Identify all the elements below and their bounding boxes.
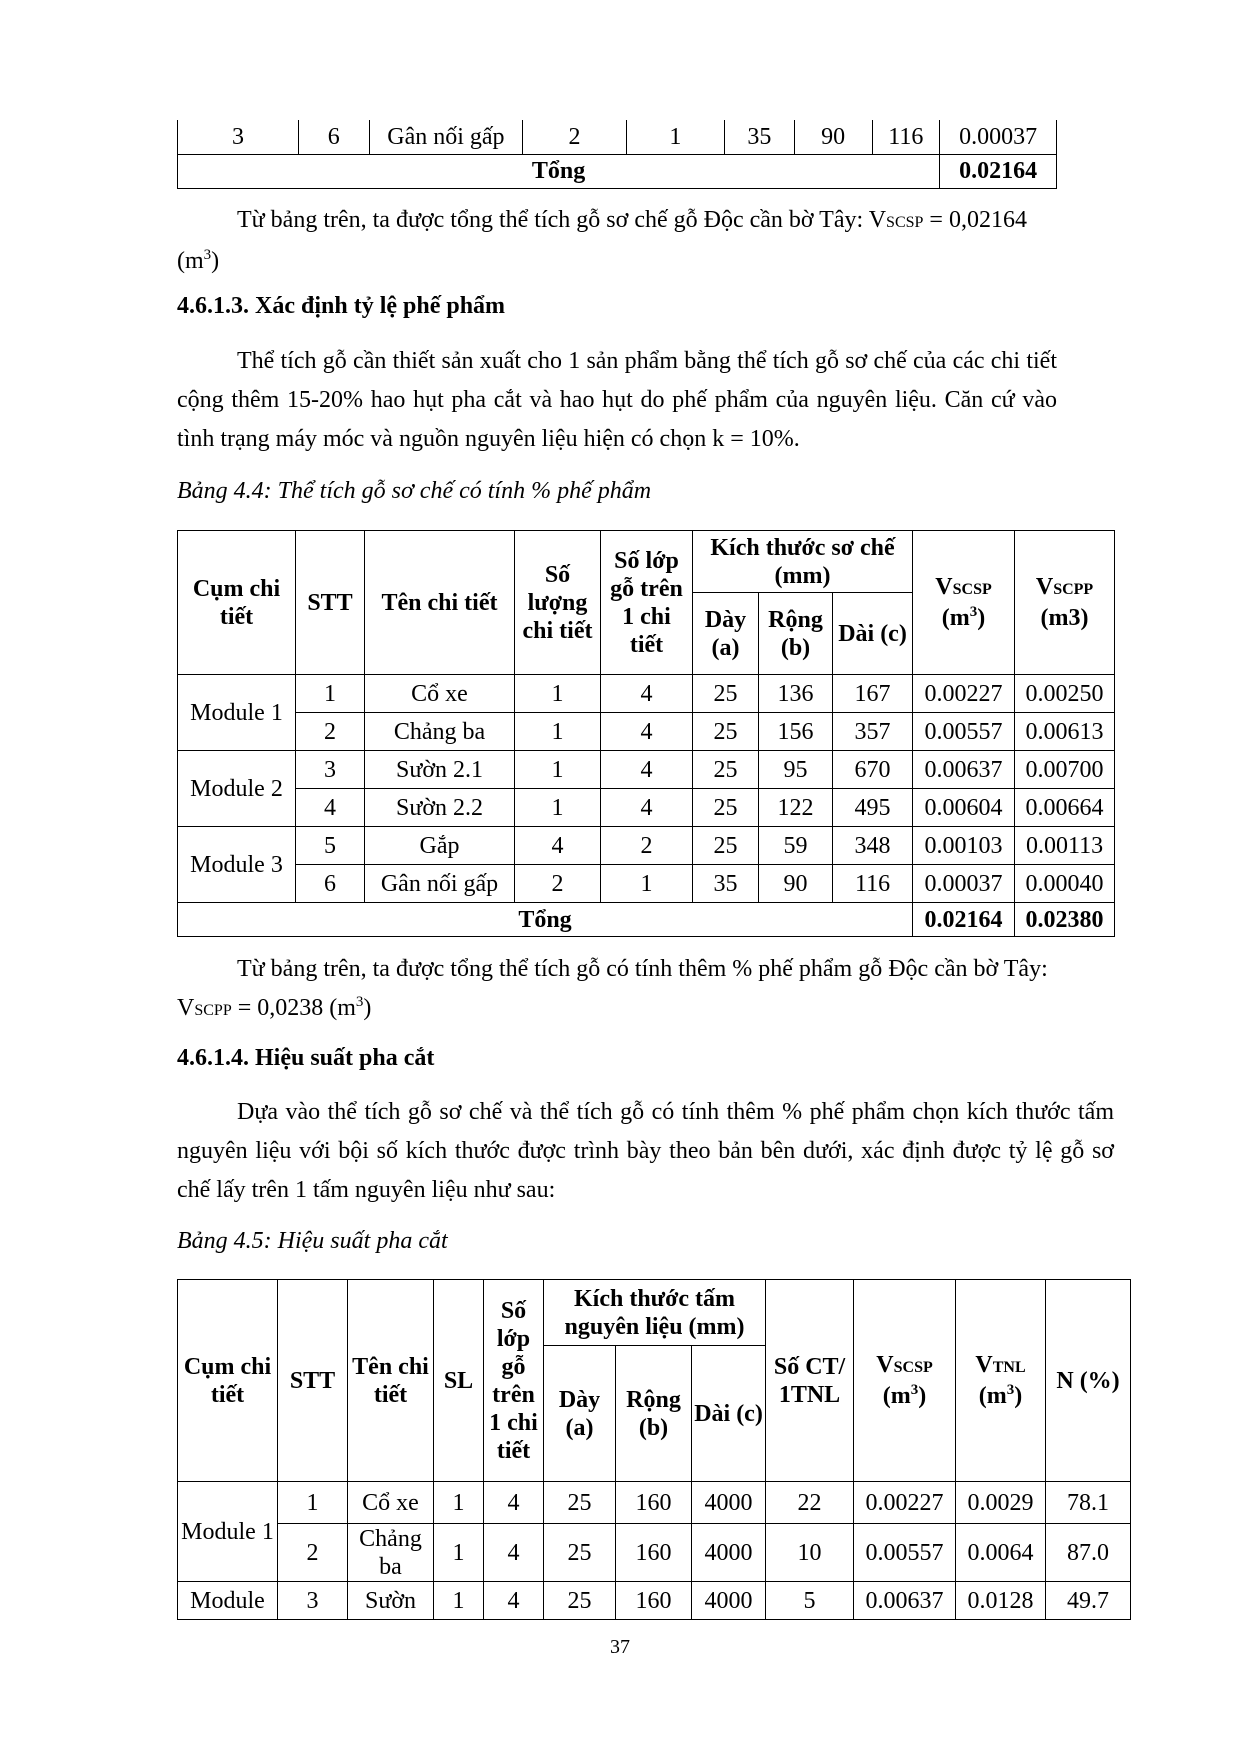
table-cell: 4 xyxy=(515,827,601,865)
total-vscsp: 0.02164 xyxy=(913,903,1015,937)
paragraph-text: = 0,0238 (m xyxy=(231,995,356,1021)
table-row xyxy=(178,675,1115,713)
table-cell: 348 xyxy=(833,827,913,865)
header-dai: Dài (c) xyxy=(833,593,913,675)
table-cell: 35 xyxy=(693,865,759,903)
header-stt: STT xyxy=(278,1280,348,1482)
table-cell: 4000 xyxy=(692,1482,766,1524)
table-cell: 1 xyxy=(601,865,693,903)
header-vscpp xyxy=(1015,531,1115,675)
header-v: V xyxy=(1035,574,1054,600)
header-solop: Số lớp gỗ trên 1 chi tiết xyxy=(601,531,693,675)
table-cell: 1 xyxy=(515,675,601,713)
header-kichthuoc: Kích thước tấm nguyên liệu (mm) xyxy=(544,1280,766,1346)
table-caption: Bảng 4.4: Thể tích gỗ sơ chế có tính % phế phẩm xyxy=(177,478,652,504)
superscript: 3 xyxy=(203,247,212,263)
table-cell: 160 xyxy=(616,1524,692,1582)
table-cell: 6 xyxy=(296,865,365,903)
table-cell: 0.00227 xyxy=(854,1482,956,1524)
table-cell: 0.00700 xyxy=(1015,751,1115,789)
total-vscpp: 0.02380 xyxy=(1015,903,1115,937)
header-rong: Rộng (b) xyxy=(759,593,833,675)
unit-text: (m3) xyxy=(1040,605,1089,631)
table-cell: 136 xyxy=(759,675,833,713)
subscript: SCPP xyxy=(194,1002,232,1019)
table-cell: Cổ xe xyxy=(365,675,515,713)
superscript: 3 xyxy=(969,604,978,620)
table-cell: 0.00227 xyxy=(913,675,1015,713)
paragraph-text: V xyxy=(177,995,195,1021)
table-caption: Bảng 4.5: Hiệu suất pha cắt xyxy=(177,1228,448,1254)
table-cell: 4 xyxy=(484,1482,544,1524)
table-cell: 0.00637 xyxy=(913,751,1015,789)
header-dai: Dài (c) xyxy=(692,1346,766,1482)
subscript: SCSP xyxy=(886,214,924,231)
table-cell: Cổ xe xyxy=(348,1482,434,1524)
table-cell: 1 xyxy=(515,789,601,827)
superscript: 3 xyxy=(910,1382,919,1398)
table-cell: 1 xyxy=(278,1482,348,1524)
table-cell: 6 xyxy=(298,120,369,154)
header-vscsp xyxy=(913,531,1015,675)
table-header-row xyxy=(178,1280,1131,1346)
table-cell: 1 xyxy=(434,1524,484,1582)
group-cell: Module 3 xyxy=(178,827,296,903)
group-cell: Module 1 xyxy=(178,675,296,751)
unit-text: (m xyxy=(978,1383,1007,1409)
total-label: Tổng xyxy=(178,903,913,937)
subscript: TNL xyxy=(992,1359,1026,1376)
table-cell: 4000 xyxy=(692,1582,766,1620)
table-cell: 4 xyxy=(296,789,365,827)
table-header-row xyxy=(178,531,1115,593)
header-soct: Số CT/ 1TNL xyxy=(766,1280,854,1482)
table-cell: 90 xyxy=(794,120,872,154)
subscript: SCSP xyxy=(893,1359,933,1376)
unit-text: (m xyxy=(882,1383,911,1409)
table-total-row xyxy=(178,154,1057,188)
table-cell: Gắp xyxy=(365,827,515,865)
paragraph-body: Thể tích gỗ cần thiết sản xuất cho 1 sản phẩm bằng thể tích gỗ sơ chế của các chi tiết cộng thêm 15-20% hao hụt pha cắt và hao hụt do phế phẩm của nguyên liệu. Căn cứ vào tình trạng máy móc và nguồn nguyên liệu hiện có chọn k = 10%. xyxy=(177,348,1057,452)
table-row xyxy=(178,1482,1131,1524)
table-cell: 1 xyxy=(434,1482,484,1524)
table-cell: 0.00037 xyxy=(913,865,1015,903)
table-cell: Chảng ba xyxy=(348,1524,434,1582)
header-v: V xyxy=(975,1352,993,1378)
table-cell: 35 xyxy=(725,120,795,154)
table-4-4 xyxy=(177,530,1115,937)
table-cell: 25 xyxy=(544,1524,616,1582)
table-cell: 0.0064 xyxy=(956,1524,1046,1582)
superscript: 3 xyxy=(355,994,364,1010)
table-cell: 90 xyxy=(759,865,833,903)
table-cell: Gân nối gấp xyxy=(365,865,515,903)
table-cell: 25 xyxy=(693,675,759,713)
header-day: Dày (a) xyxy=(544,1346,616,1482)
section-heading: 4.6.1.3. Xác định tỷ lệ phế phẩm xyxy=(177,293,506,319)
header-vscsp xyxy=(854,1280,956,1482)
table-cell: 0.00557 xyxy=(913,713,1015,751)
table-cell: 95 xyxy=(759,751,833,789)
header-ten: Tên chi tiết xyxy=(348,1280,434,1482)
table-cell: 1 xyxy=(515,713,601,751)
table-cell: 25 xyxy=(693,827,759,865)
table-cell: 4000 xyxy=(692,1524,766,1582)
table-cell: 0.00113 xyxy=(1015,827,1115,865)
header-v: V xyxy=(876,1352,894,1378)
header-soluong: Số lượng chi tiết xyxy=(515,531,601,675)
header-sl: SL xyxy=(434,1280,484,1482)
table-cell: 5 xyxy=(766,1582,854,1620)
header-kichthuoc: Kích thước sơ chế (mm) xyxy=(693,531,913,593)
table-cell: 116 xyxy=(833,865,913,903)
table-cell: 0.0029 xyxy=(956,1482,1046,1524)
table-cell: 0.00040 xyxy=(1015,865,1115,903)
table-cell: 357 xyxy=(833,713,913,751)
table-cell: 0.00664 xyxy=(1015,789,1115,827)
table-cell: Sườn xyxy=(348,1582,434,1620)
table-cell: 0.00637 xyxy=(854,1582,956,1620)
paragraph-text: = 0,02164 xyxy=(923,207,1027,233)
table-cell: 2 xyxy=(601,827,693,865)
paragraph-body: Dựa vào thể tích gỗ sơ chế và thể tích gỗ có tính thêm % phế phẩm chọn kích thước tấm nguyên liệu với bội số kích thước được trình bày theo bản bên dưới, xác định được tỷ lệ gỗ sơ chế lấy trên 1 tấm nguyên liệu như sau: xyxy=(177,1099,1114,1203)
header-solop: Số lớp gỗ trên 1 chi tiết xyxy=(484,1280,544,1482)
table-cell: 0.00613 xyxy=(1015,713,1115,751)
table-cell: 25 xyxy=(544,1582,616,1620)
table-cell: 1 xyxy=(515,751,601,789)
table-cell: 156 xyxy=(759,713,833,751)
table-row xyxy=(178,865,1115,903)
table-cell: 49.7 xyxy=(1046,1582,1131,1620)
group-cell: Module xyxy=(178,1582,278,1620)
table-row xyxy=(178,120,1057,154)
table-cell: 25 xyxy=(693,789,759,827)
group-cell: Module 1 xyxy=(178,1482,278,1582)
table-cell: 59 xyxy=(759,827,833,865)
table-cell: 167 xyxy=(833,675,913,713)
table-cell: 0.00037 xyxy=(940,120,1057,154)
paragraph-text: Từ bảng trên, ta được tổng thể tích gỗ sơ chế gỗ Độc cần bờ Tây: V xyxy=(237,207,887,233)
unit-text: ) xyxy=(918,1383,927,1409)
table-cell: 670 xyxy=(833,751,913,789)
table-cell: 4 xyxy=(484,1524,544,1582)
section-heading: 4.6.1.4. Hiệu suất pha cắt xyxy=(177,1045,435,1071)
table-cell: 0.00250 xyxy=(1015,675,1115,713)
table-row xyxy=(178,789,1115,827)
unit-text: (m xyxy=(941,605,970,631)
table-cell: 122 xyxy=(759,789,833,827)
paragraph-vscpp xyxy=(177,950,1114,1030)
table-cell: 10 xyxy=(766,1524,854,1582)
table-row xyxy=(178,1582,1131,1620)
table-cell: 87.0 xyxy=(1046,1524,1131,1582)
subscript: SCSP xyxy=(952,581,992,598)
table-cell: 4 xyxy=(601,713,693,751)
header-stt: STT xyxy=(296,531,365,675)
paragraph-text: Từ bảng trên, ta được tổng thể tích gỗ có tính thêm % phế phẩm gỗ Độc cần bờ Tây: xyxy=(237,956,1048,982)
table-4-5 xyxy=(177,1279,1131,1620)
table-cell: 4 xyxy=(601,789,693,827)
table-cell: Sườn 2.2 xyxy=(365,789,515,827)
table-cell: 2 xyxy=(278,1524,348,1582)
table-cell: 0.00557 xyxy=(854,1524,956,1582)
unit-text: ) xyxy=(977,605,986,631)
table-cell: Sườn 2.1 xyxy=(365,751,515,789)
table-cell: 1 xyxy=(296,675,365,713)
table-cell: 0.0128 xyxy=(956,1582,1046,1620)
table-cell: 3 xyxy=(178,120,299,154)
table-cell: 25 xyxy=(693,751,759,789)
unit-text: ) xyxy=(1014,1383,1023,1409)
table-cell: 116 xyxy=(872,120,940,154)
superscript: 3 xyxy=(1006,1382,1015,1398)
table-cell: 3 xyxy=(278,1582,348,1620)
table-cell: 0.00604 xyxy=(913,789,1015,827)
table-cell: 0.00103 xyxy=(913,827,1015,865)
table-cell: 25 xyxy=(544,1482,616,1524)
group-cell: Module 2 xyxy=(178,751,296,827)
paragraph-text: ) xyxy=(363,995,372,1021)
table-cell: 160 xyxy=(616,1582,692,1620)
unit-text: ) xyxy=(211,248,220,274)
table-continuation xyxy=(177,120,1057,189)
header-day: Dày (a) xyxy=(693,593,759,675)
table-cell: 4 xyxy=(484,1582,544,1620)
table-cell: 160 xyxy=(616,1482,692,1524)
table-total-row xyxy=(178,903,1115,937)
header-v: V xyxy=(935,574,953,600)
header-cum: Cụm chi tiết xyxy=(178,531,296,675)
header-vtnl xyxy=(956,1280,1046,1482)
table-cell: Chảng ba xyxy=(365,713,515,751)
table-cell: 1 xyxy=(434,1582,484,1620)
subscript: SCPP xyxy=(1053,581,1094,598)
table-row xyxy=(178,713,1115,751)
table-row xyxy=(178,1524,1131,1582)
table-cell: 2 xyxy=(296,713,365,751)
table-cell: 2 xyxy=(523,120,626,154)
table-cell: 22 xyxy=(766,1482,854,1524)
table-cell: 78.1 xyxy=(1046,1482,1131,1524)
table-cell: 4 xyxy=(601,751,693,789)
table-row xyxy=(178,751,1115,789)
table-cell: 2 xyxy=(515,865,601,903)
table-cell: Gân nối gấp xyxy=(369,120,523,154)
table-cell: 4 xyxy=(601,675,693,713)
unit-text: (m xyxy=(177,248,204,274)
total-value: 0.02164 xyxy=(940,154,1057,188)
header-n: N (%) xyxy=(1046,1280,1131,1482)
table-row xyxy=(178,827,1115,865)
table-cell: 25 xyxy=(693,713,759,751)
header-rong: Rộng (b) xyxy=(616,1346,692,1482)
table-cell: 3 xyxy=(296,751,365,789)
header-cum: Cụm chi tiết xyxy=(178,1280,278,1482)
table-cell: 495 xyxy=(833,789,913,827)
table-cell: 5 xyxy=(296,827,365,865)
table-cell: 1 xyxy=(626,120,724,154)
paragraph-vscsp xyxy=(177,201,1057,281)
page-number: 37 xyxy=(610,1636,630,1658)
total-label: Tổng xyxy=(178,154,940,188)
header-ten: Tên chi tiết xyxy=(365,531,515,675)
